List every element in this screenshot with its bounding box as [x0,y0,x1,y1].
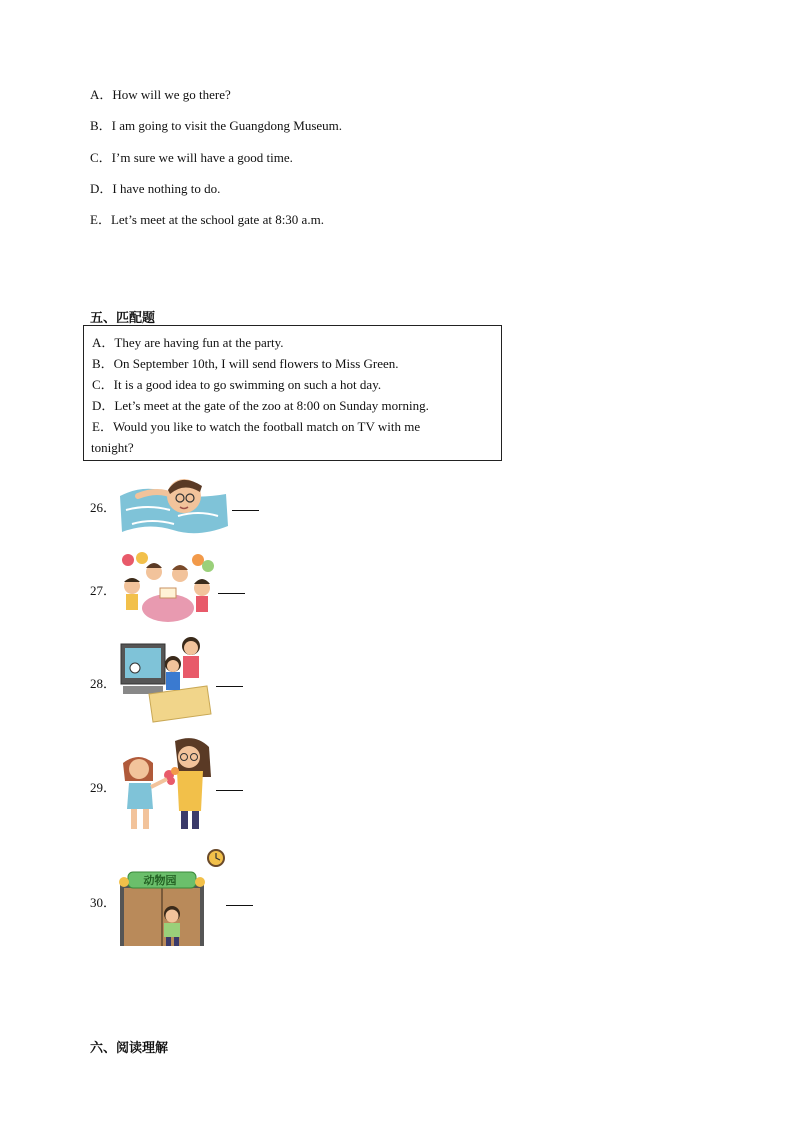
option-e-line: E．Let’s meet at the school gate at 8:30 a.m. [90,212,324,227]
matching-options-box [83,325,502,461]
section-5-title: 五、匹配题 [90,311,156,326]
option-d-line: D．I have nothing to do. [90,181,221,196]
question-29-number: 29． [90,780,117,795]
answer-blank-27[interactable] [218,592,245,594]
question-30-number: 30． [90,895,117,910]
zoo-sign-text: 动物园 [143,874,177,887]
question-28-number: 28． [90,676,117,691]
option-a-line: A．How will we go there? [90,87,231,102]
match-option-e-continued: tonight? [91,440,134,455]
answer-blank-29[interactable] [216,789,243,791]
match-option-b: B．On September 10th, I will send flowers to Miss Green. [92,356,399,371]
party-picture [120,552,216,626]
match-option-c: C．It is a good idea to go swimming on such a hot day. [92,377,382,392]
flowers-teacher-picture [119,733,214,833]
section-6-title: 六、阅读理解 [90,1041,169,1056]
swimming-picture [118,466,230,540]
answer-blank-30[interactable] [226,904,253,906]
question-27-number: 27． [90,583,117,598]
match-option-a: A．They are having fun at the party. [92,335,284,350]
question-26-number: 26． [90,500,117,515]
option-b-line: B．I am going to visit the Guangdong Museum. [90,118,343,133]
match-option-d: D．Let’s meet at the gate of the zoo at 8:00 on Sunday morning. [92,398,429,413]
tv-football-picture [119,634,214,724]
match-option-e: E．Would you like to watch the football match on TV with me [92,419,421,434]
answer-blank-28[interactable] [216,685,243,687]
zoo-gate-picture [118,848,228,948]
option-c-line: C．I’m sure we will have a good time. [90,150,293,165]
answer-blank-26[interactable] [232,509,259,511]
